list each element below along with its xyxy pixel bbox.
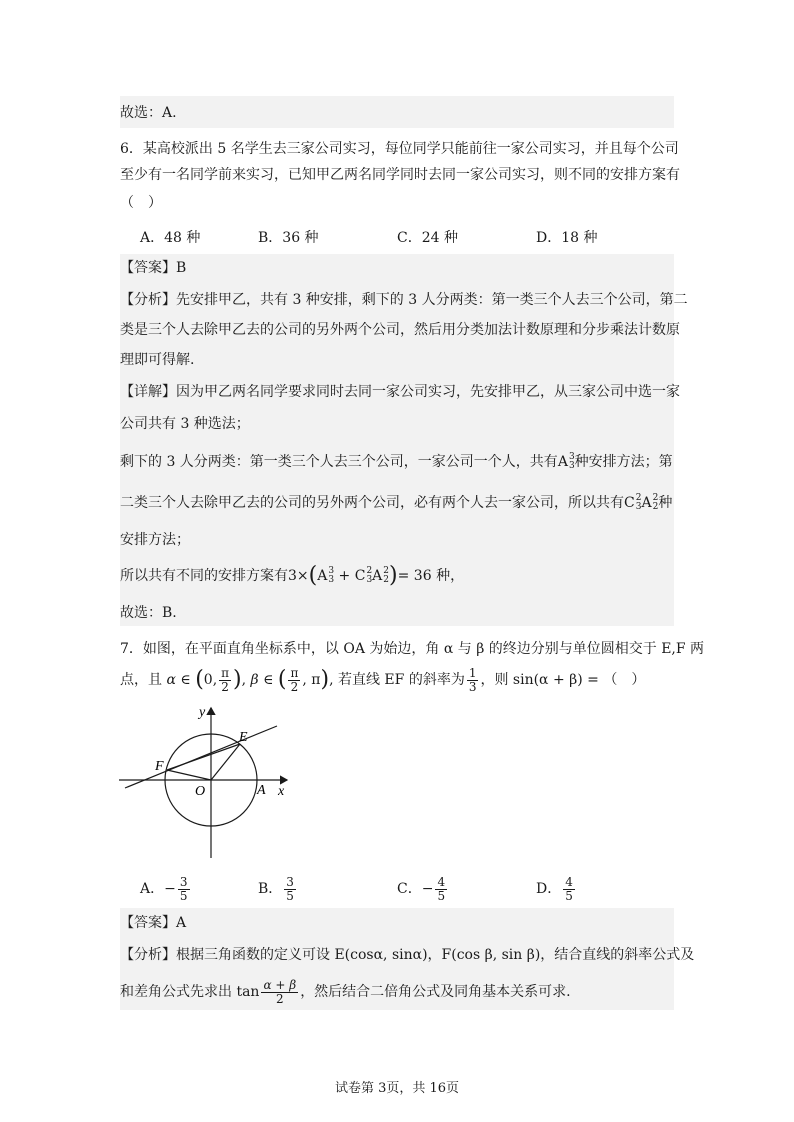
q6-detail-3-text: 剩下的 3 人分两类：第一类三个人去三个公司，一家公司一个人，共有 — [120, 454, 558, 470]
q6-option-b: B．36 种 — [258, 230, 319, 246]
q6-line1: 6．某高校派出 5 名学生去三家公司实习，每位同学只能前往一家公司实习，并且每个公司 — [120, 141, 679, 157]
q7-analysis-2-end: ，然后结合二倍角公式及同角基本关系可求. — [300, 984, 571, 1000]
q7-option-c: C．− $\frac{4}{5}$ — [397, 874, 446, 903]
label-o: O — [195, 784, 206, 799]
label-a: A — [257, 783, 266, 798]
segment-of — [167, 770, 211, 780]
math-a33: A 3 3 — [557, 452, 575, 471]
q6-line2: 至少有一名同学前来实习，已知甲乙两名同学同时去同一家公司实习，则不同的安排方案有 — [120, 167, 680, 183]
page-footer: 试卷第 3页，共 16页 — [334, 1081, 460, 1096]
label-x: x — [278, 784, 285, 799]
math-half-sum: $\frac{\alpha + \beta}{2}$ — [263, 977, 297, 1006]
q7-analysis-2-start: 和差角公式先求出 tan — [120, 984, 260, 1000]
q7-analysis-2 — [120, 974, 674, 1010]
top-answer: 故选：A. — [120, 105, 177, 121]
math-interval-alpha: α ∈ (0, $\frac{\pi}{2}$ ), β ∈ ( $\frac{\pi}{2}$ , π), — [166, 665, 334, 694]
q6-option-c: C．24 种 — [397, 230, 458, 246]
q6-detail-6 — [120, 563, 674, 588]
q7-line2-mid: 若直线 EF 的斜率为 — [337, 672, 465, 688]
label-e: E — [239, 730, 248, 745]
q6-detail-3-tail: 种安排方法；第 — [574, 454, 673, 470]
q7-answer: 【答案】A — [120, 915, 187, 931]
q6-option-d: D．18 种 — [536, 230, 598, 246]
q6-detail-4-tail: 种 — [658, 495, 673, 511]
q6-line3: （ ） — [120, 195, 162, 211]
q6-analysis-1: 【分析】先安排甲乙，共有 3 种安排，剩下的 3 人分两类：第一类三个人去三个公司，第二 — [120, 292, 688, 308]
q6-detail-4 — [120, 493, 674, 513]
q6-answer: 【答案】B — [120, 260, 187, 276]
unit-circle-figure — [115, 700, 295, 860]
math-c32a22: C 2 3 A 2 2 — [624, 493, 659, 512]
q6-detail-1: 【详解】因为甲乙两名同学要求同时去同一家公司实习，先安排甲乙，从三家公司中选一家 — [120, 384, 680, 400]
q6-detail-6-tail: = 36 种， — [397, 568, 465, 584]
q6-analysis-3: 理即可得解. — [120, 352, 195, 368]
q7-line2 — [120, 662, 674, 698]
math-total-expression: 3×(A 3 3 + C 2 3 A 2 2 ) — [288, 563, 398, 588]
q6-detail-5: 安排方法； — [120, 532, 190, 548]
label-y: y — [199, 705, 206, 720]
q6-analysis-2: 类是三个人去除甲乙去的公司的另外两个公司，然后用分类加法计数原理和分步乘法计数原 — [120, 322, 680, 338]
q6-detail-4-text: 二类三个人去除甲乙去的公司的另外两个公司，必有两个人去一家公司，所以共有 — [120, 495, 624, 511]
q7-line2-start: 点，且 — [120, 672, 162, 688]
q7-line2-end: ，则 sin(α + β) = （ ） — [480, 672, 646, 688]
q6-final: 故选：B. — [120, 605, 177, 621]
q7-option-b: B． $\frac{3}{5}$ — [258, 874, 294, 903]
q6-detail-6-text: 所以共有不同的安排方案有 — [120, 568, 288, 584]
q6-option-a: A．48 种 — [140, 230, 201, 246]
q6-detail-2: 公司共有 3 种选法； — [120, 416, 250, 432]
label-f: F — [155, 759, 164, 774]
q7-option-a: A．− $\frac{3}{5}$ — [140, 874, 188, 903]
q7-option-d: D． $\frac{4}{5}$ — [536, 874, 573, 903]
q7-analysis-1: 【分析】根据三角函数的定义可设 E(cosα, sinα)，F(cos β, sin β)，结合直线的斜率公式及 — [120, 947, 695, 963]
q6-detail-3 — [120, 452, 674, 472]
q7-line1: 7．如图，在平面直角坐标系中，以 OA 为始边，角 α 与 β 的终边分别与单位圆相交于 E,F 两 — [120, 641, 705, 657]
math-slope-fraction: $\frac{1}{3}$ — [468, 665, 477, 694]
